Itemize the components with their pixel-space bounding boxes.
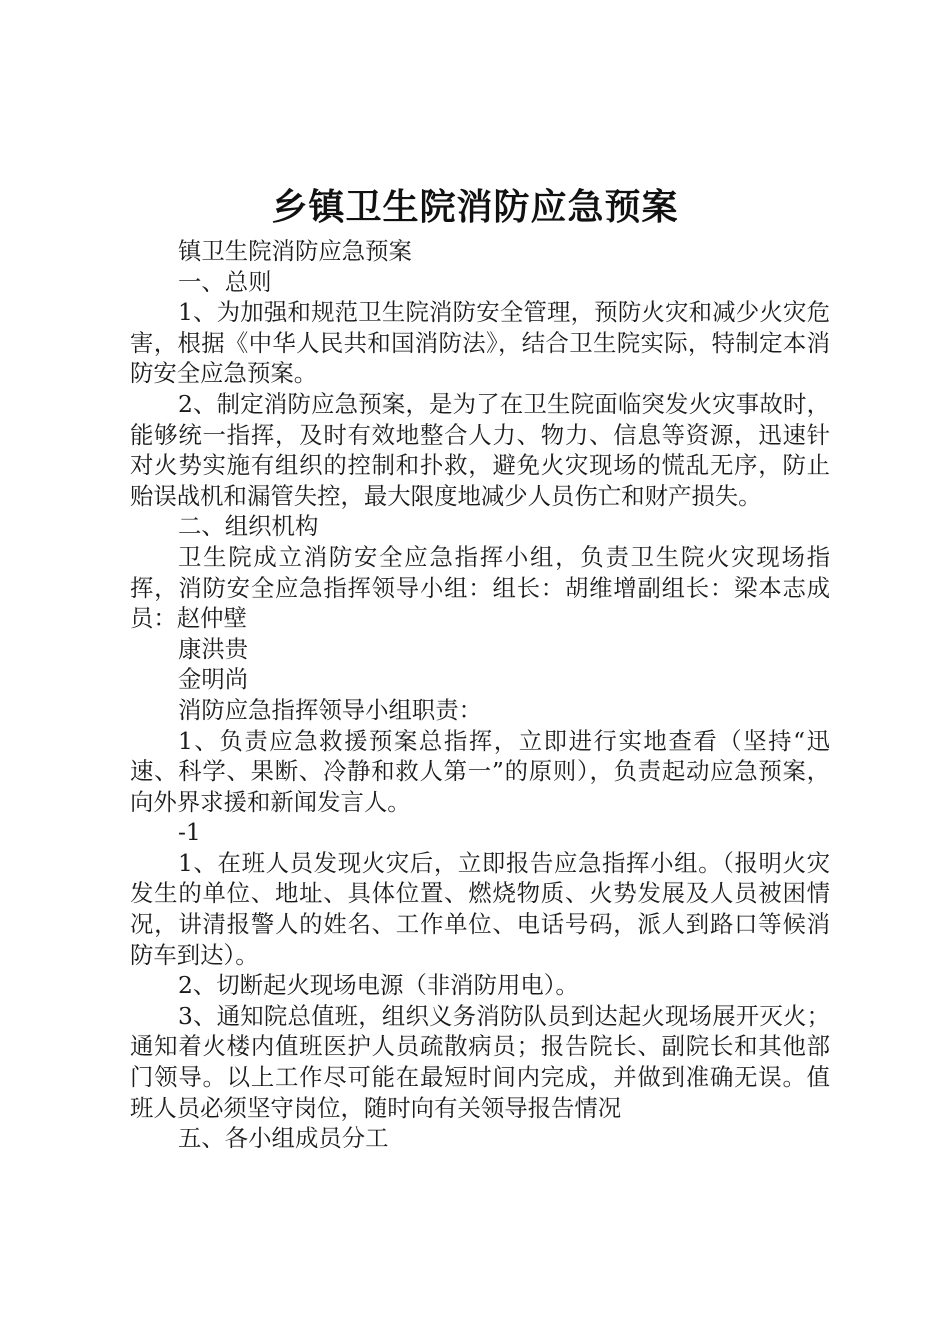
document-body [130, 236, 830, 1154]
paragraph-step-2: 2、切断起火现场电源（非消防用电）。 [178, 971, 579, 1000]
paragraph-duty-1: 1、负责应急救援预案总指挥，立即进行实地查看（坚持“迅速、科学、果断、冷静和救人第一”的原则），负责起动应急预案，向外界求援和新闻发言人。 [130, 726, 830, 816]
member-name: 康洪贵 [178, 634, 249, 663]
member-name: 金明尚 [178, 665, 249, 694]
paragraph-general-1: 1、为加强和规范卫生院消防安全管理，预防火灾和减少火灾危害，根据《中华人民共和国消防法》，结合卫生院实际，特制定本消防安全应急预案。 [130, 298, 830, 388]
document-title: 乡镇卫生院消防应急预案 [271, 187, 679, 228]
paragraph-step-3: 3、通知院总值班，组织义务消防队员到达起火现场展开灭火；通知着火楼内值班医护人员疏散病员；报告院长、副院长和其他部门领导。以上工作尽可能在最短时间内完成，并做到准确无误。值班人员必须坚守岗位，随时向有关领导报告情况 [130, 1001, 830, 1122]
section-heading-assignments: 五、各小组成员分工 [178, 1124, 389, 1153]
section-heading-general: 一、总则 [178, 267, 272, 296]
paragraph-duties-heading: 消防应急指挥领导小组职责： [178, 695, 483, 724]
section-heading-organization: 二、组织机构 [178, 512, 319, 541]
paragraph-organization: 卫生院成立消防安全应急指挥小组，负责卫生院火灾现场指挥，消防安全应急指挥领导小组：组长：胡维增副组长：梁本志成员：赵仲壁 [130, 542, 830, 633]
paragraph-general-2: 2、制定消防应急预案，是为了在卫生院面临突发火灾事故时，能够统一指挥，及时有效地整合人力、物力、信息等资源，迅速针对火势实施有组织的控制和扑救，避免火灾现场的慌乱无序，防止贻误战机和漏管失控，最大限度地减少人员伤亡和财产损失。 [130, 389, 830, 510]
paragraph-step-1: 1、在班人员发现火灾后，立即报告应急指挥小组。（报明火灾发生的单位、地址、具体位置、燃烧物质、火势发展及人员被困情况，讲清报警人的姓名、工作单位、电话号码，派人到路口等候消防车到达）。 [130, 848, 830, 969]
page-marker: -1 [178, 818, 201, 847]
paragraph-subtitle: 镇卫生院消防应急预案 [178, 237, 412, 265]
